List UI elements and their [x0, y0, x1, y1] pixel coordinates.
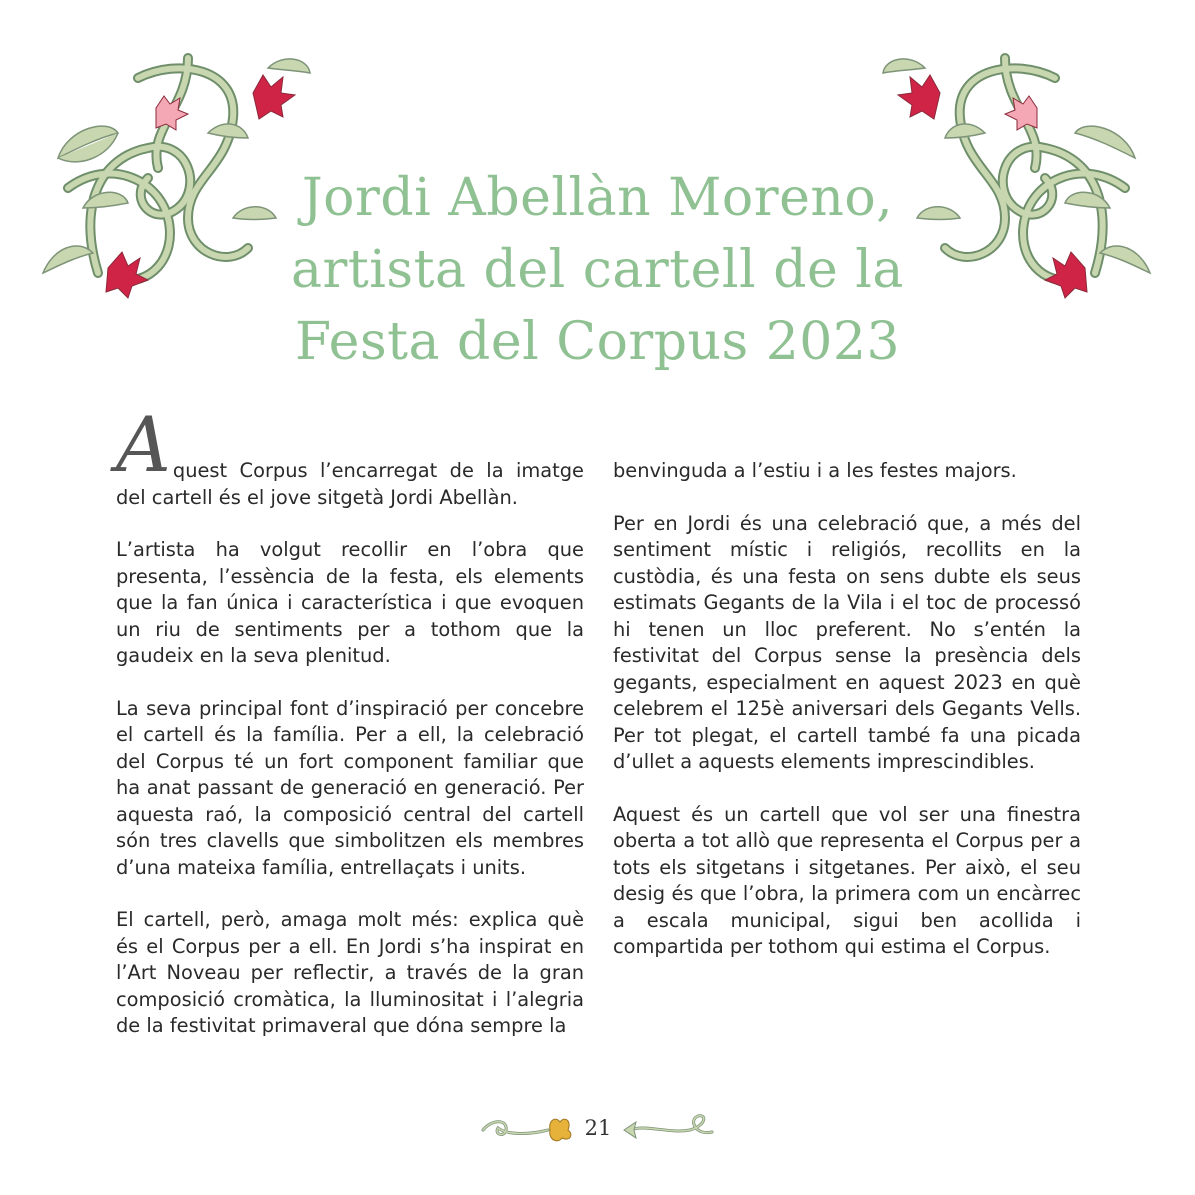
paragraph: Per en Jordi és una celebració que, a més del sentiment místic i religiós, recollits en la custòdia, és una festa on sens dubte els seus estimats Gegants de la Vila i el toc de processó hi tenen un lloc preferent. No s’entén la festivitat del Corpus sense la presència dels gegants, especialment en aquest 2023 en què celebrem el 125è aniversari dels Gegants Vells. Per tot plegat, el cartell també fa una picada d’ullet a aquests elements imprescindibles. [613, 511, 1081, 773]
title-line-1: Jordi Abellàn Moreno, [301, 168, 894, 228]
text-column-left [116, 400, 584, 1066]
title-line-3: Festa del Corpus 2023 [294, 312, 901, 372]
paragraph: benvinguda a l’estiu i a les festes majors. [613, 459, 1017, 482]
flourish-icon [620, 1108, 720, 1148]
paragraph: Aquest és un cartell que vol ser una finestra oberta a tot allò que representa el Corpus per a tots els sitgetans i sitgetanes. Per això, el seu desig és que l’obra, la primera com un encàrrec a escala municipal, sigui ben acollida i compartida per tothom qui estima el Corpus. [613, 802, 1081, 958]
paragraph: El cartell, però, amaga molt més: explica què és el Corpus per a ell. En Jordi s’ha inspirat en l’Art Noveau per reflectir, a través de la gran composició cromàtica, la lluminositat i l’alegria de la festivitat primaveral que dóna sempre la [116, 908, 584, 1037]
flower-icon [550, 1119, 571, 1141]
drop-cap: A [116, 400, 171, 489]
page-number: 21 [584, 1116, 612, 1140]
paragraph: La seva principal font d’inspiració per concebre el cartell és la família. Per a ell, la celebració del Corpus té un fort component familiar que ha anat passant de generació en generació. Per aquesta raó, la composició central del cartell són tres clavells que simbolitzen els membres d’una mateixa família, entrellaçats i units. [116, 696, 584, 879]
page-title [230, 162, 965, 378]
paragraph: L’artista ha volgut recollir en l’obra que presenta, l’essència de la festa, els elements que la fan única i característica i que evoquen un riu de sentiments per a tothom que la gaudeix en la seva plenitud. [116, 538, 584, 667]
flourish-icon [478, 1108, 578, 1148]
title-line-2: artista del cartell de la [291, 240, 904, 300]
text-column-right [613, 458, 1081, 987]
paragraph [116, 400, 584, 511]
paragraph-text: quest Corpus l’encarregat de la imatge del cartell és el jove sitgetà Jordi Abellàn. [116, 459, 584, 509]
